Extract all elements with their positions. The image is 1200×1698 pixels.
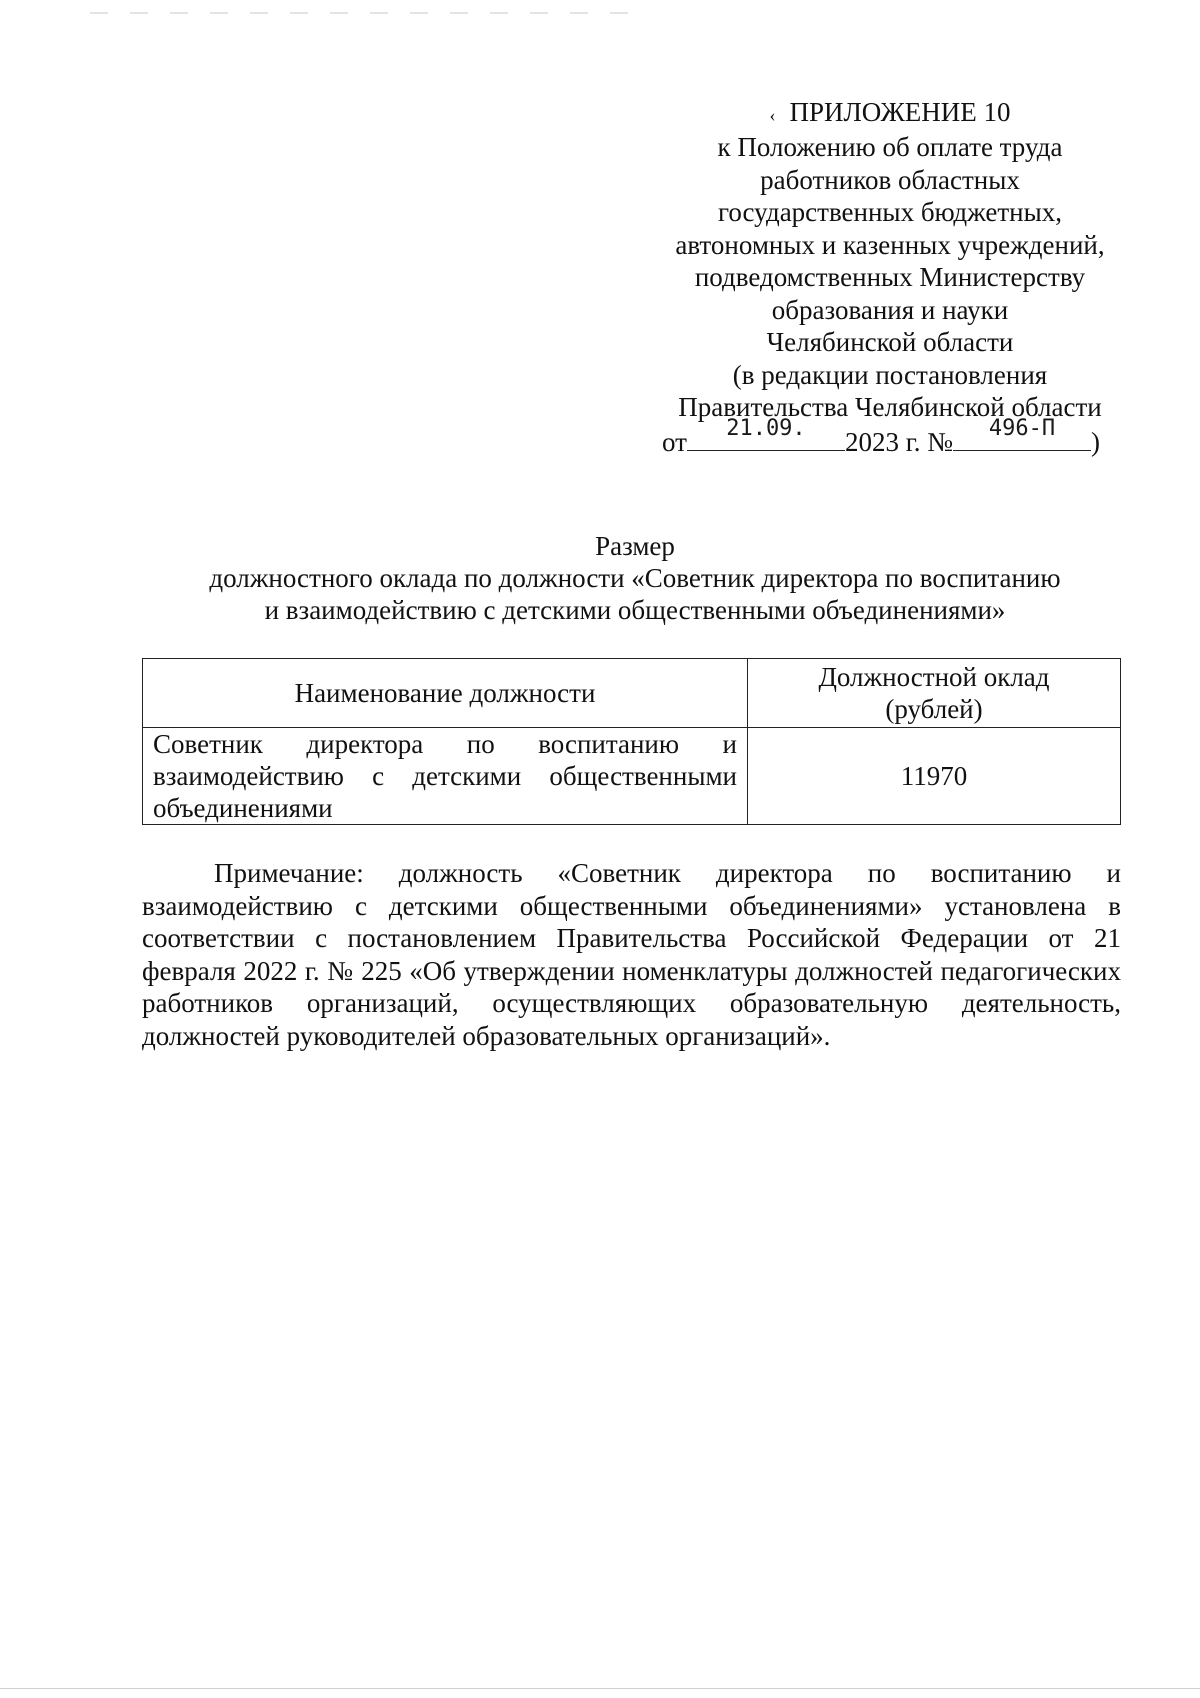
scan-mark-icon: ‹ [769,104,776,125]
date-prefix: от [662,426,687,457]
title-line-1: Размер [595,531,675,561]
appendix-line: подведомственных Министерству [694,262,1086,293]
header-salary [748,659,1121,728]
appendix-title: ‹ ПРИЛОЖЕНИЕ 10 [769,97,1011,127]
appendix-line: образования и науки [771,294,1009,325]
scan-edge-line [0,1688,1200,1689]
appendix-line: Челябинской области [766,327,1014,358]
year-text: 2023 г. № [844,426,953,457]
document-title [140,530,1130,626]
handwritten-date: 21.09. [726,416,806,442]
title-line-2: должностного оклада по должности «Советник директора по воспитанию [209,563,1061,593]
handwritten-number: 496-П [988,416,1056,442]
salary-table [142,658,1121,825]
number-blank [953,416,1091,451]
date-blank [687,416,845,451]
header-position: Наименование должности [143,659,748,728]
appendix-line: работников областных [760,164,1020,195]
position-cell: Советник директора по воспитанию и взаимодействию с детскими общественными объединениями [143,728,748,825]
appendix-line: (в редакции постановления [732,359,1048,390]
salary-cell: 11970 [748,728,1121,825]
table-row [143,728,1121,825]
header-salary-line2: (рублей) [885,694,983,724]
scan-artifact [90,12,650,14]
appendix-line: Правительства Челябинской области [678,392,1102,423]
appendix-line: государственных бюджетных, [717,197,1063,228]
header-salary-line1: Должностной оклад [818,662,1050,692]
appendix-line: к Положению об оплате труда [717,132,1063,163]
closing-paren: ) [1091,426,1100,457]
note-paragraph: Примечание: должность «Советник директора по воспитанию и взаимодействию с детскими общественными объединениями» установлена в соответствии с постановлением Правительства Российской Федерации от 21 февраля 2022 г. № 225 «Об утверждении номенклатуры должностей педагогических работников организаций, осуществляющих образовательную деятельность, должностей руководителей образовательных организаций». [142,858,1121,1051]
appendix-line: автономных и казенных учреждений, [675,229,1105,260]
title-line-3: и взаимодействию с детскими общественными объединениями» [264,595,1006,625]
table-header-row [143,659,1121,728]
appendix-header [640,96,1140,458]
resolution-date-line [640,416,1140,459]
